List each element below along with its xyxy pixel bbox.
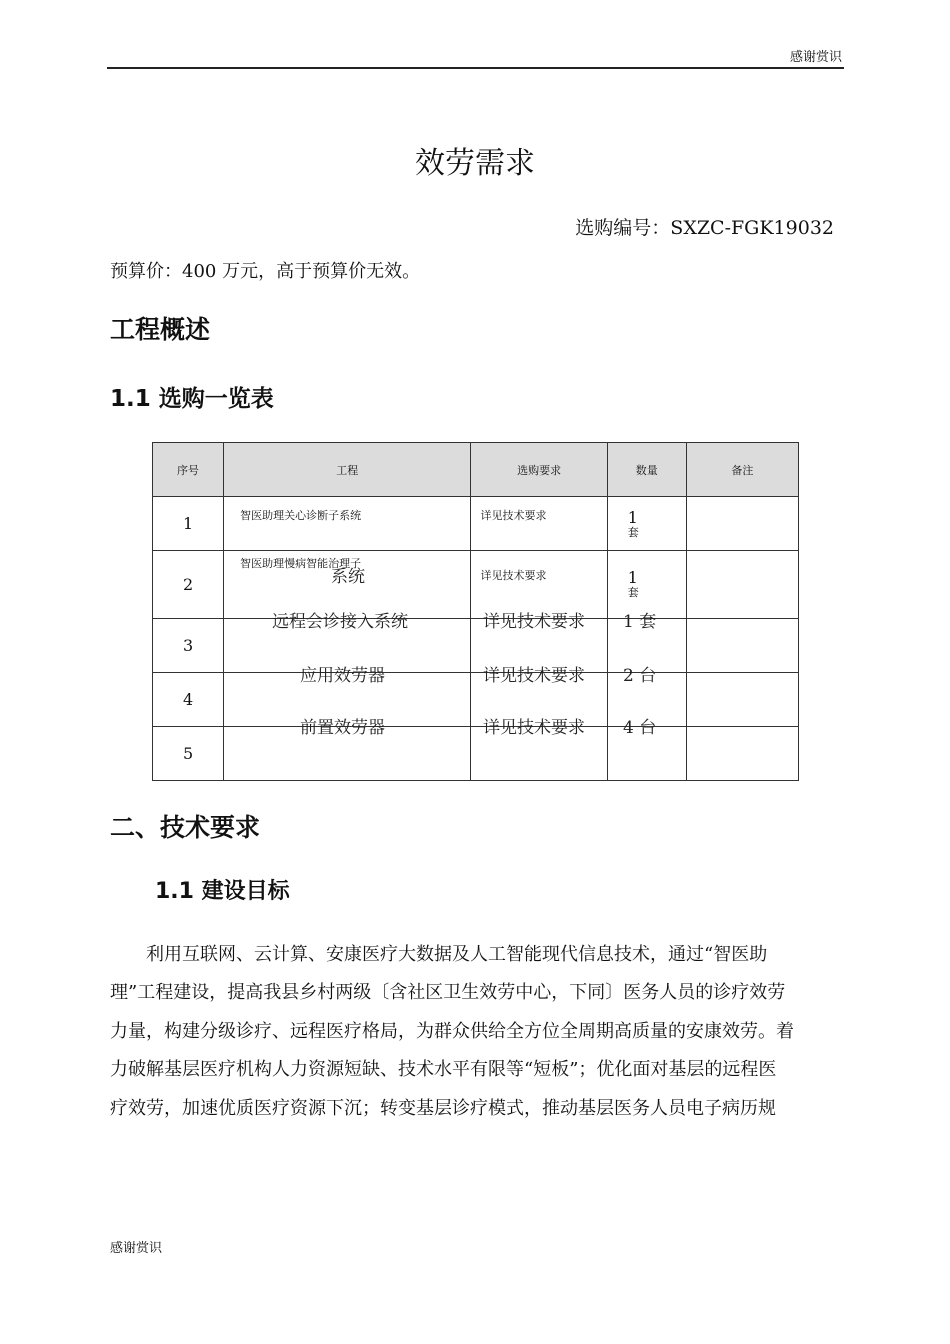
paragraph-line: 疗效劳，加速优质医疗资源下沉；转变基层诊疗模式，推动基层医务人员电子病历规 bbox=[110, 1097, 776, 1119]
budget-text: 预算价：400 万元，高于预算价无效。 bbox=[110, 261, 421, 282]
table-row bbox=[153, 727, 799, 781]
qty-cell bbox=[607, 497, 686, 551]
req-cell: 详见技术要求 bbox=[471, 551, 607, 619]
body-paragraph bbox=[110, 936, 840, 1128]
page-footer: 感谢赏识 bbox=[110, 1241, 163, 1256]
row-number: 5 bbox=[153, 727, 224, 781]
row-number: 3 bbox=[153, 619, 224, 673]
subsection-heading-goal: 1.1 建设目标 bbox=[155, 879, 290, 904]
procurement-table bbox=[152, 442, 799, 781]
note-cell bbox=[686, 551, 798, 619]
section-heading-tech: 二、技术要求 bbox=[110, 813, 261, 842]
table-header-row bbox=[153, 443, 799, 497]
item-cell-overlay: 前置效劳器 bbox=[300, 718, 385, 738]
req-cell: 详见技术要求 bbox=[471, 497, 607, 551]
document-title: 效劳需求 bbox=[415, 146, 535, 181]
qty-cell-overlay: 1 套 bbox=[623, 612, 657, 632]
qty-cell-overlay: 4 台 bbox=[623, 718, 657, 738]
item-continuation: 系统 bbox=[331, 567, 365, 587]
paragraph-line: 理”工程建设，提高我县乡村两级〔含社区卫生效劳中心，下同〕医务人员的诊疗效劳 bbox=[110, 982, 786, 1004]
header-cell: 选购要求 bbox=[471, 443, 607, 497]
paragraph-line: 利用互联网、云计算、安康医疗大数据及人工智能现代信息技术，通过“智医助 bbox=[110, 944, 768, 965]
page-header: 感谢赏识 bbox=[789, 50, 842, 65]
paragraph-line: 力破解基层医疗机构人力资源短缺、技术水平有限等“短板”；优化面对基层的远程医 bbox=[110, 1059, 777, 1081]
header-rule bbox=[107, 67, 844, 69]
section-heading-overview: 工程概述 bbox=[110, 315, 211, 344]
item-cell-overlay: 远程会诊接入系统 bbox=[272, 612, 408, 632]
req-cell-overlay: 详见技术要求 bbox=[483, 666, 585, 686]
subsection-heading-list: 1.1 选购一览表 bbox=[110, 386, 274, 412]
qty-number: 1 bbox=[627, 568, 638, 587]
header-cell: 序号 bbox=[153, 443, 224, 497]
req-cell-overlay: 详见技术要求 bbox=[483, 718, 585, 738]
header-cell: 数量 bbox=[607, 443, 686, 497]
paragraph-line: 力量，构建分级诊疗、远程医疗格局，为群众供给全方位全周期高质量的安康效劳。着 bbox=[110, 1020, 794, 1042]
procurement-code: 选购编号：SXZC-FGK19032 bbox=[575, 217, 834, 239]
header-cell: 备注 bbox=[686, 443, 798, 497]
qty-unit: 套 bbox=[627, 585, 639, 599]
table-row bbox=[153, 619, 799, 673]
item-cell-overlay: 应用效劳器 bbox=[300, 666, 385, 686]
row-number: 2 bbox=[153, 551, 224, 619]
row-number: 1 bbox=[153, 497, 224, 551]
qty-cell-overlay: 2 台 bbox=[623, 666, 657, 686]
qty-number: 1 bbox=[627, 508, 638, 527]
header-cell: 工程 bbox=[224, 443, 471, 497]
item-cell: 智医助理慢病智能治理子 bbox=[224, 551, 471, 619]
item-cell: 智医助理关心诊断子系统 bbox=[224, 497, 471, 551]
qty-unit: 套 bbox=[627, 525, 639, 539]
table-row bbox=[153, 497, 799, 551]
req-cell-overlay: 详见技术要求 bbox=[483, 612, 585, 632]
row-number: 4 bbox=[153, 673, 224, 727]
note-cell bbox=[686, 497, 798, 551]
table-row bbox=[153, 551, 799, 619]
table-row bbox=[153, 673, 799, 727]
